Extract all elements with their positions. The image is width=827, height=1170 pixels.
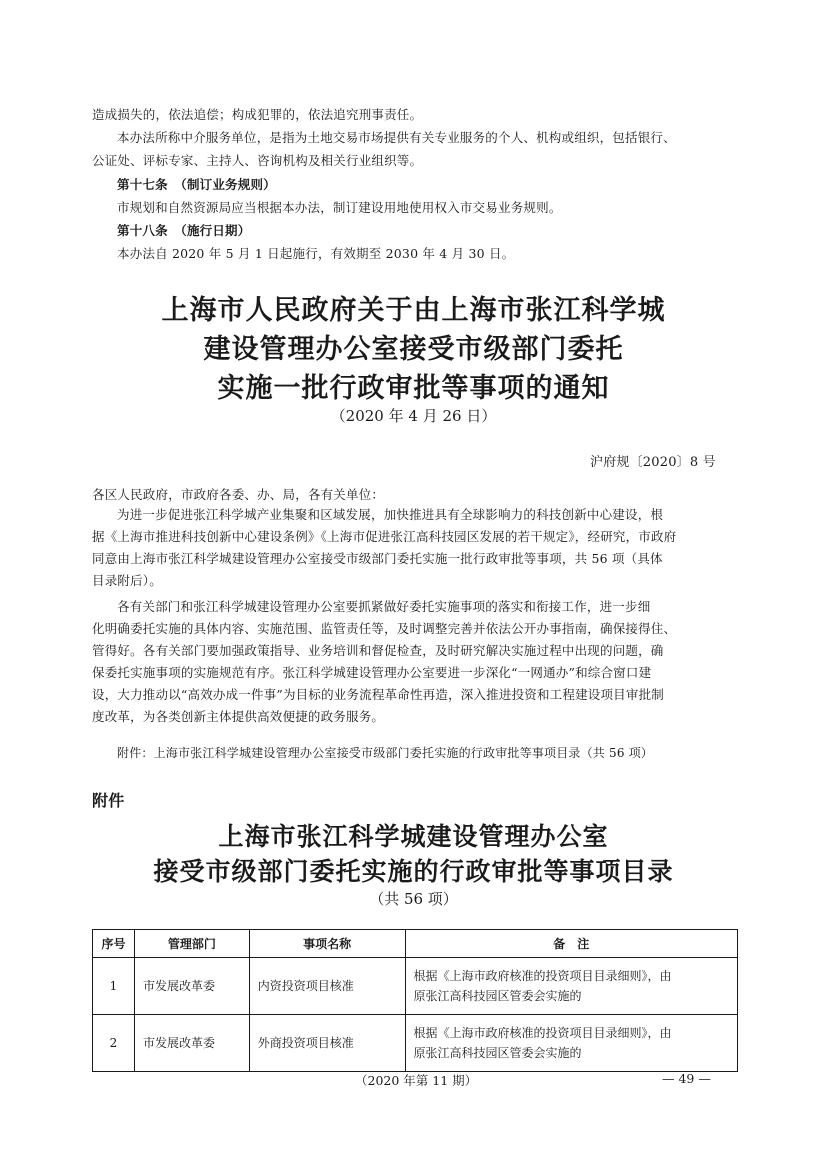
note-line: 原张江高科技园区管委会实施的 — [413, 989, 582, 1003]
table-row — [93, 1015, 738, 1072]
cell-dept: 市发展改革委 — [134, 958, 249, 1015]
cell-no: 2 — [93, 1015, 135, 1072]
text-line: 据《上海市推进科技创新中心建设条例》《上海市促进张江高科技园区发展的若干规定》，经研究，市政府 — [92, 529, 677, 544]
column-header-no: 序号 — [93, 930, 135, 958]
text-line: 公证处、评标专家、主持人、咨询机构及相关行业组织等。 — [92, 153, 423, 168]
column-header-note: 备 注 — [405, 930, 737, 958]
text-line: 同意由上海市张江科学城建设管理办公室接受市级部门委托实施一批行政审批等事项，共 56 项（具体 — [92, 551, 663, 566]
cell-item: 外商投资项目核准 — [249, 1015, 405, 1072]
note-line: 根据《上海市政府核准的投资项目目录细则》，由 — [413, 1026, 672, 1040]
salutation: 各区人民政府，市政府各委、办、局，各有关单位： — [92, 487, 385, 502]
text-line: 各有关部门和张江科学城建设管理办公室要抓紧做好委托实施事项的落实和衔接工作，进一步细 — [117, 599, 651, 614]
text-line: 管得好。各有关部门要加强政策指导、业务培训和督促检查，及时研究解决实施过程中出现的问题，确 — [92, 643, 664, 658]
text-line: 保委托实施事项的实施规范有序。张江科学城建设管理办公室要进一步深化“一网通办”和综合窗口建 — [92, 665, 652, 680]
page-number: — 49 — — [662, 1071, 711, 1086]
notice-date: （2020 年 4 月 26 日） — [330, 407, 497, 425]
notice-title-line-2: 建设管理办公室接受市级部门委托 — [203, 334, 624, 365]
appendix-title-line-2: 接受市级部门委托实施的行政审批等事项目录 — [153, 857, 674, 886]
cell-note — [405, 1015, 737, 1072]
table-header-row — [93, 930, 738, 958]
column-header-dept: 管理部门 — [134, 930, 249, 958]
cell-no: 1 — [93, 958, 135, 1015]
text-line: 本办法自 2020 年 5 月 1 日起施行，有效期至 2030 年 4 月 30 日。 — [117, 246, 515, 261]
table-row — [93, 958, 738, 1015]
cell-item: 内资投资项目核准 — [249, 958, 405, 1015]
text-line: 本办法所称中介服务单位，是指为土地交易市场提供有关专业服务的个人、机构或组织，包括银行、 — [117, 130, 676, 145]
items-table — [92, 929, 738, 1072]
notice-title-line-3: 实施一批行政审批等事项的通知 — [217, 373, 610, 404]
cell-note — [405, 958, 737, 1015]
text-line: 设，大力推动以“高效办成一件事”为目标的业务流程革命性再造，深入推进投资和工程建设项目审批制 — [92, 687, 664, 702]
issue-number: （2020 年第 11 期） — [355, 1073, 478, 1088]
article-17-title: 第十七条 （制订业务规则） — [117, 177, 276, 192]
cell-dept: 市发展改革委 — [134, 1015, 249, 1072]
notice-title-line-1: 上海市人民政府关于由上海市张江科学城 — [161, 295, 666, 326]
document-number: 沪府规〔2020〕8 号 — [590, 455, 716, 470]
note-line: 根据《上海市政府核准的投资项目目录细则》，由 — [413, 969, 672, 983]
text-line: 目录附后）。 — [92, 573, 162, 588]
text-line: 度改革，为各类创新主体提供高效便捷的政务服务。 — [92, 709, 385, 724]
column-header-item: 事项名称 — [249, 930, 405, 958]
text-line: 为进一步促进张江科学城产业集聚和区域发展，加快推进具有全球影响力的科技创新中心建设，根 — [117, 507, 664, 522]
appendix-title-line-1: 上海市张江科学城建设管理办公室 — [218, 822, 609, 851]
text-line: 化明确委托实施的具体内容、实施范围、监管责任等，及时调整完善并依法公开办事指南，确保接得住、 — [92, 621, 677, 636]
text-line: 市规划和自然资源局应当根据本办法，制订建设用地使用权入市交易业务规则。 — [117, 200, 562, 215]
appendix-label: 附件 — [92, 791, 125, 810]
article-18-title: 第十八条 （施行日期） — [117, 223, 251, 238]
attachment-note: 附件：上海市张江科学城建设管理办公室接受市级部门委托实施的行政审批等事项目录（共 56 项） — [117, 746, 654, 760]
text-line: 造成损失的，依法追偿；构成犯罪的，依法追究刑事责任。 — [92, 107, 423, 122]
appendix-count: （共 56 项） — [369, 890, 458, 908]
note-line: 原张江高科技园区管委会实施的 — [413, 1046, 582, 1060]
